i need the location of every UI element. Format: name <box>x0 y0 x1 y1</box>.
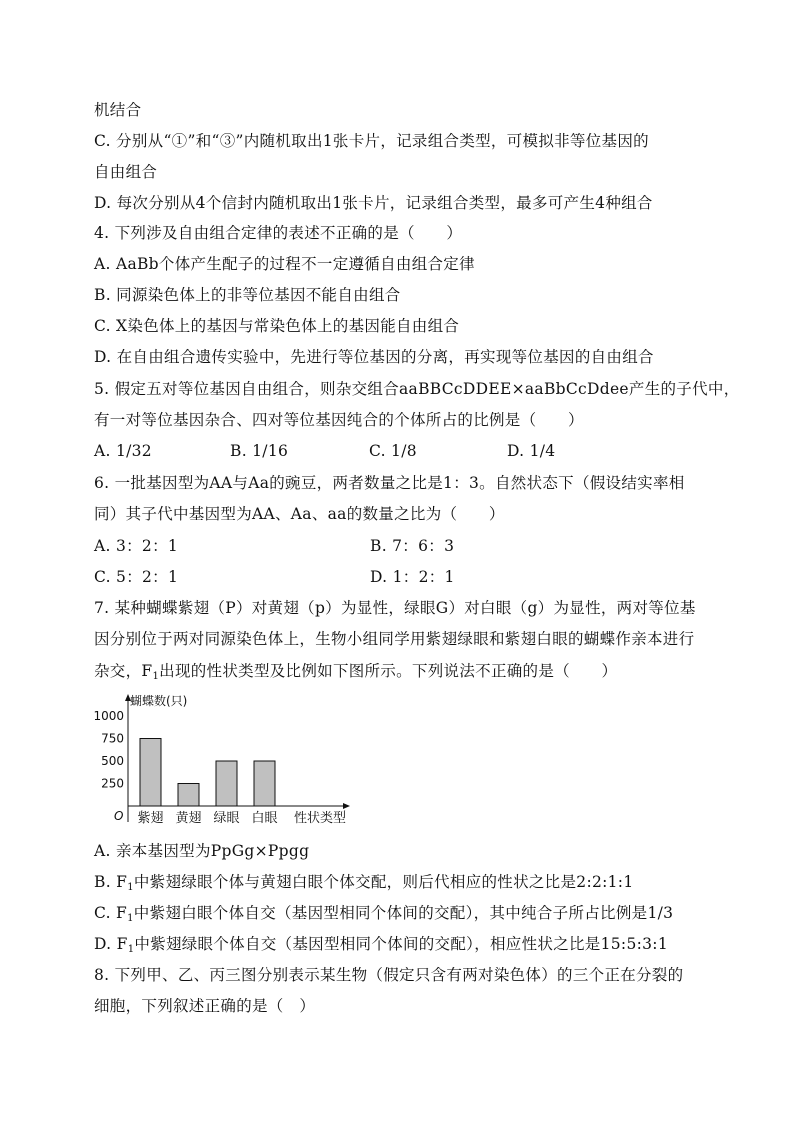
x-tick-label: 绿眼 <box>213 811 240 826</box>
question-7-cont: 因分别位于两对同源染色体上，生物小组同学用紫翅绿眼和紫翅白眼的蝴蝶作亲本进行 <box>94 630 695 648</box>
option-b: B. 1/16 <box>230 442 289 460</box>
option-d: D. $F_1$中紫翅绿眼个体自交（基因型相同个体间的交配），相应性状之比是15:5:3:1 <box>94 935 668 955</box>
question-5-options <box>94 441 714 461</box>
text-line: 机结合 <box>94 101 142 119</box>
y-tick-label: 1000 <box>93 709 124 723</box>
y-axis-label: 蝴蝶数(只) <box>130 694 188 708</box>
option-d: D. 在自由组合遗传实验中，先进行等位基因的分离，再实现等位基因的自由组合 <box>94 348 654 366</box>
option-b: B. 7：6：3 <box>370 537 455 555</box>
text-line: C. 分别从“①”和“③”内随机取出1张卡片，记录组合类型，可模拟非等位基因的 <box>94 132 649 150</box>
question-6: 6. 一批基因型为AA与Aa的豌豆，两者数量之比是1：3。自然状态下（假设结实率相 <box>94 474 685 492</box>
bar-黄翅 <box>178 784 199 807</box>
question-6-options-row2 <box>94 567 714 587</box>
question-8: 8. 下列甲、乙、丙三图分别表示某生物（假定只含有两对染色体）的三个正在分裂的 <box>94 966 684 984</box>
text-line: 自由组合 <box>94 163 158 181</box>
x-tick-label: 白眼 <box>251 811 278 826</box>
question-5: 5. 假定五对等位基因自由组合，则杂交组合aaBBCcDDEE×aaBbCcDdee产生的子代中， <box>94 380 740 398</box>
option-c: C. 5：2：1 <box>94 568 179 586</box>
bar-绿眼 <box>216 761 237 806</box>
text-line: D. 每次分别从4个信封内随机取出1张卡片，记录组合类型，最多可产生4种组合 <box>94 194 653 212</box>
bar-紫翅 <box>140 739 161 807</box>
option-a: A. 3：2：1 <box>94 537 179 555</box>
option-c: C. $F_1$中紫翅白眼个体自交（基因型相同个体间的交配），其中纯合子所占比例是1/3 <box>94 904 674 924</box>
origin-label: O <box>114 809 124 823</box>
option-b: B. $F_1$中紫翅绿眼个体与黄翅白眼个体交配，则后代相应的性状之比是2:2:1:1 <box>94 873 634 893</box>
option-c: C. 1/8 <box>369 442 417 460</box>
option-d: D. 1/4 <box>507 442 556 460</box>
option-c: C. X染色体上的基因与常染色体上的基因能自由组合 <box>94 317 460 335</box>
y-tick-label: 750 <box>101 731 124 746</box>
y-tick-label: 500 <box>101 754 124 768</box>
question-6-options-row1 <box>94 536 714 556</box>
bar-chart <box>92 688 362 833</box>
option-a: A. 1/32 <box>94 442 152 460</box>
option-a: A. 亲本基因型为PpGg×Ppgg <box>94 842 310 860</box>
option-a: A. AaBb个体产生配子的过程不一定遵循自由组合定律 <box>94 255 475 273</box>
y-tick-label: 250 <box>101 776 124 791</box>
x-axis-label: 性状类型 <box>294 811 347 826</box>
question-8-cont: 细胞，下列叙述正确的是（ ） <box>94 997 316 1015</box>
x-tick-label: 紫翅 <box>137 811 164 826</box>
bar-白眼 <box>254 761 275 806</box>
question-7-cont2: 杂交，$F_1$出现的性状类型及比例如下图所示。下列说法不正确的是（ ） <box>94 662 618 682</box>
x-axis-arrow <box>343 803 350 809</box>
x-tick-label: 黄翅 <box>175 811 202 826</box>
question-7: 7. 某种蝴蝶紫翅（P）对黄翅（p）为显性，绿眼G）对白眼（g）为显性，两对等位基 <box>94 599 696 617</box>
question-4: 4. 下列涉及自由组合定律的表述不正确的是（ ） <box>94 224 463 242</box>
option-d: D. 1：2：1 <box>370 568 455 586</box>
question-5-cont: 有一对等位基因杂合、四对等位基因纯合的个体所占的比例是（ ） <box>94 411 584 429</box>
question-6-cont: 同）其子代中基因型为AA、Aa、aa的数量之比为（ ） <box>94 505 505 523</box>
option-b: B. 同源染色体上的非等位基因不能自由组合 <box>94 286 401 304</box>
